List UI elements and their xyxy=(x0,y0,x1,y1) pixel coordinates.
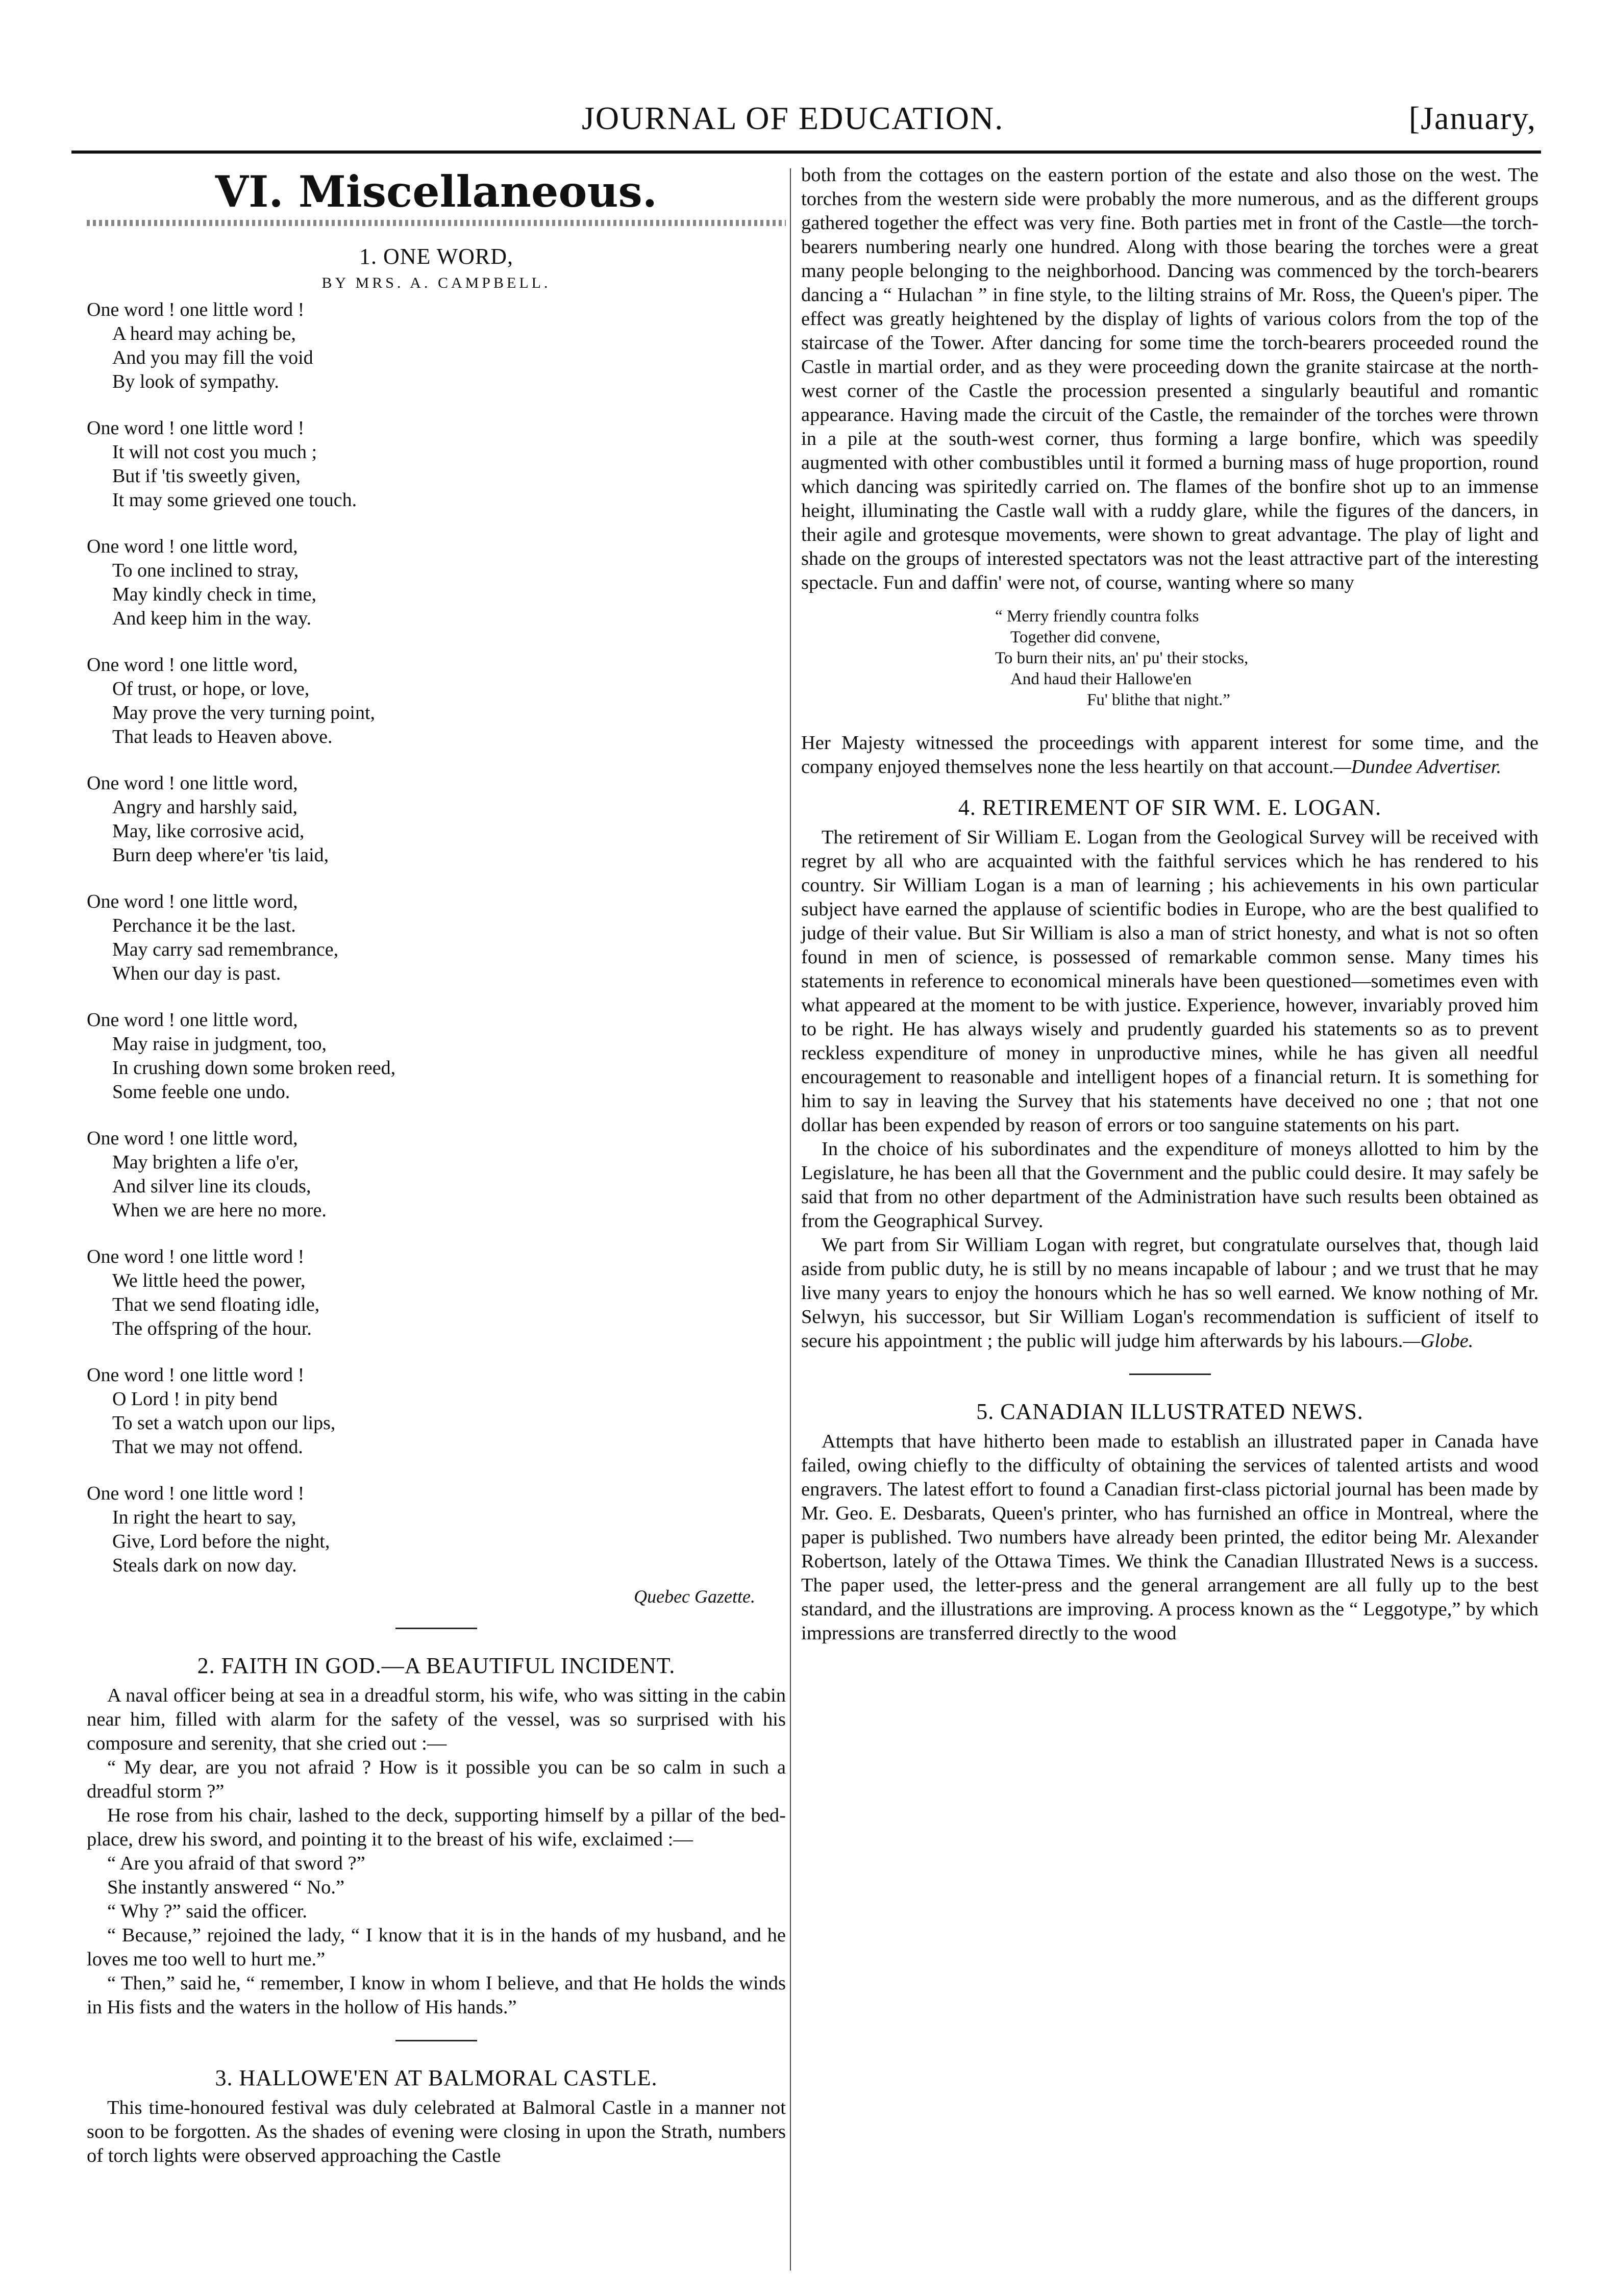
right-column xyxy=(801,163,1538,1645)
verse-line: Together did convene, xyxy=(1010,628,1160,646)
article-source: —Dundee Advertiser. xyxy=(1333,756,1502,778)
poem-stanza xyxy=(87,1245,786,1341)
poem-line: To set a watch upon our lips, xyxy=(112,1412,336,1434)
poem-line: One word ! one little word, xyxy=(87,1009,298,1031)
poem-line: O Lord ! in pity bend xyxy=(112,1388,278,1410)
paragraph: “ My dear, are you not afraid ? How is it possible you can be so calm in such a dreadful storm ?” xyxy=(87,1757,786,1802)
poem-line: Perchance it be the last. xyxy=(112,915,296,936)
verse-line: And haud their Hallowe'en xyxy=(1010,670,1192,688)
paragraph: Her Majesty witnessed the proceedings with apparent interest for some time, and the company enjoyed themselves none the less heartily on that account.—Dundee Advertiser. xyxy=(801,732,1538,778)
poem-stanza xyxy=(87,298,786,394)
poem-line: One word ! one little word, xyxy=(87,772,298,794)
article-title-faith: 2. FAITH IN GOD.—A BEAUTIFUL INCIDENT. xyxy=(197,1653,676,1678)
article-body-faith xyxy=(87,1684,786,2019)
poem-line: To one inclined to stray, xyxy=(112,560,299,581)
halloween-verse-quote xyxy=(995,606,1538,711)
poem-line: That we send floating idle, xyxy=(112,1294,320,1315)
article-title-canadian: 5. CANADIAN ILLUSTRATED NEWS. xyxy=(976,1399,1363,1424)
poem-line: Give, Lord before the night, xyxy=(112,1531,330,1552)
paragraph: “ Because,” rejoined the lady, “ I know that it is in the hands of my husband, and he loves me too well to hurt me.” xyxy=(87,1925,786,1970)
poem-stanza xyxy=(87,416,786,512)
poem-line: One word ! one little word ! xyxy=(87,1246,305,1267)
article-title-halloween: 3. HALLOWE'EN AT BALMORAL CASTLE. xyxy=(215,2065,658,2090)
poem-line: A heard may aching be, xyxy=(112,323,296,344)
article-divider xyxy=(395,2040,477,2041)
poem-line: When we are here no more. xyxy=(112,1200,327,1221)
poem-line: One word ! one little word ! xyxy=(87,1364,305,1386)
poem-stanza xyxy=(87,1363,786,1459)
running-head: JOURNAL OF EDUCATION. xyxy=(582,100,1004,136)
poem-line: Some feeble one undo. xyxy=(112,1081,290,1103)
poem-line: That leads to Heaven above. xyxy=(112,726,333,747)
paragraph: He rose from his chair, lashed to the deck, supporting himself by a pillar of the bed-place, drew his sword, and pointing it to the breast of his wife, exclaimed :— xyxy=(87,1805,786,1850)
poem-one-word xyxy=(87,298,786,1578)
poem-line: And you may fill the void xyxy=(112,347,313,368)
section-title: VI. Miscellaneous. xyxy=(215,166,658,217)
paragraph: A naval officer being at sea in a dreadful storm, his wife, who was sitting in the cabin near him, filled with alarm for the safety of the vessel, was so surprised with his composure and serenity, that she cried out :— xyxy=(87,1685,786,1754)
article-source: —Globe. xyxy=(1403,1330,1474,1352)
paragraph: The retirement of Sir William E. Logan from the Geological Survey will be received with regret by all who are acquainted with the faithful services which he has rendered to his country. Sir William Logan is a man of learning ; his achievements in his own particular subject have earned the applause of scientific bodies in Europe, who are the best qualified to judge of their value. But Sir William is also a man of strict honesty, and what is not so often found in men of science, is possessed of remarkable common sense. Many times his statements in reference to economical minerals have been questioned—sometimes even with what appeared at the moment to be with justice. Experience, however, invariably proved him to be right. He has always wisely and prudently guarded his statements so as to prevent reckless expenditure of money in unproductive mines, while he has given all needful encouragement to reasonable and intelligent hopes of a financial return. It is something for him to say in leaving the Survey that his statements have deceived no one ; that not one dollar has been expended by reason of errors or too sanguine statements on his part. xyxy=(801,827,1538,1136)
poem-line: It may some grieved one touch. xyxy=(112,489,357,511)
verse-line: “ Merry friendly countra folks xyxy=(995,607,1199,626)
article-body-halloween-cont xyxy=(801,163,1538,595)
header-rule xyxy=(71,151,1541,154)
article-title-logan: 4. RETIREMENT OF SIR WM. E. LOGAN. xyxy=(958,795,1382,820)
poem-line: When our day is past. xyxy=(112,963,281,984)
left-column xyxy=(87,163,786,2168)
article-body-halloween-start xyxy=(87,2096,786,2168)
poem-line: And silver line its clouds, xyxy=(112,1176,311,1197)
poem-line: One word ! one little word ! xyxy=(87,299,305,320)
poem-line: Burn deep where'er 'tis laid, xyxy=(112,844,329,866)
poem-stanza xyxy=(87,535,786,631)
poem-line: One word ! one little word, xyxy=(87,654,298,676)
poem-line: The offspring of the hour. xyxy=(112,1318,312,1339)
paragraph: both from the cottages on the eastern portion of the estate and also those on the west. The torches from the western side were probably the more numerous, and as the different groups gathered together the effect was very fine. Both parties met in front of the Castle—the torch-bearers numbering nearly one hundred. Along with those bearing the torches were a great many people belonging to the neighborhood. Dancing was commenced by the torch-bearers dancing a “ Hulachan ” in fine style, to the lilting strains of Mr. Ross, the Queen's piper. The effect was greatly heightened by the display of lights of various colors from the top of the staircase of the Tower. After dancing for some time the torch-bearers proceeded round the Castle in martial order, and as they were proceeding down the granite staircase at the north-west corner of the Castle the procession presented a singularly beautiful and romantic appearance. Having made the circuit of the Castle, the remainder of the torches were thrown in a pile at the south-west corner, thus forming a large bonfire, which was speedily augmented with other combustibles until it formed a burning mass of huge proportion, round which dancing was spiritedly carried on. The flames of the bonfire shot up to an immense height, illuminating the Castle wall with a ruddy glare, while the figures of the dancers, in their agile and grotesque movements, were shown to great advantage. The play of light and shade on the groups of interested spectators was not the least attractive part of the interesting spectacle. Fun and daffin' were not, of course, wanting where so many xyxy=(801,164,1538,593)
poem-line: Of trust, or hope, or love, xyxy=(112,678,310,700)
poem-line: One word ! one little word, xyxy=(87,891,298,912)
poem-stanza xyxy=(87,653,786,749)
paragraph: In the choice of his subordinates and the expenditure of moneys allotted to him by the Legislature, he has been all that the Government and the public could desire. It may safely be said that from no other department of the Administration have such results been obtained as from the Geographical Survey. xyxy=(801,1138,1538,1232)
poem-stanza xyxy=(87,890,786,986)
poem-line: May prove the very turning point, xyxy=(112,702,376,723)
paragraph: This time-honoured festival was duly celebrated at Balmoral Castle in a manner not soon to be forgotten. As the shades of evening were closing in upon the Strath, numbers of torch lights were observed approaching the Castle xyxy=(87,2097,786,2166)
poem-line: That we may not offend. xyxy=(112,1436,303,1458)
poem-line: In right the heart to say, xyxy=(112,1507,296,1528)
poem-line: One word ! one little word ! xyxy=(87,417,305,439)
poem-line: And keep him in the way. xyxy=(112,608,312,629)
poem-line: But if 'tis sweetly given, xyxy=(112,465,301,487)
article-body-halloween-end xyxy=(801,731,1538,779)
paragraph: “ Are you afraid of that sword ?” xyxy=(107,1853,365,1874)
verse-line: Fu' blithe that night.” xyxy=(1087,691,1230,709)
article-divider xyxy=(395,1628,477,1629)
article-body-canadian xyxy=(801,1430,1538,1645)
poem-stanza xyxy=(87,771,786,867)
poem-stanza xyxy=(87,1008,786,1104)
verse-line: To burn their nits, an' pu' their stocks, xyxy=(995,649,1249,667)
poem-line: Angry and harshly said, xyxy=(112,796,298,818)
poem-stanza xyxy=(87,1482,786,1578)
running-date: [January, xyxy=(1408,100,1536,136)
poem-line: May carry sad remembrance, xyxy=(112,939,339,960)
poem-stanza xyxy=(87,1127,786,1222)
poem-line: May brighten a life o'er, xyxy=(112,1152,299,1173)
poem-line: One word ! one little word, xyxy=(87,536,298,557)
poem-line: May, like corrosive acid, xyxy=(112,820,305,842)
poem-source: Quebec Gazette. xyxy=(634,1586,755,1607)
poem-line: May kindly check in time, xyxy=(112,584,316,605)
poem-line: In crushing down some broken reed, xyxy=(112,1057,396,1079)
article-divider xyxy=(1129,1374,1211,1375)
poem-line: By look of sympathy. xyxy=(112,371,279,392)
poem-line: One word ! one little word ! xyxy=(87,1483,305,1504)
poem-line: May raise in judgment, too, xyxy=(112,1033,327,1055)
paragraph: We part from Sir William Logan with regret, but congratulate ourselves that, though laid aside from public duty, he is still by no means incapable of labour ; and we trust that he may live many years to enjoy the honours which he has so well earned. We know nothing of Mr. Selwyn, his successor, but Sir William Logan's recommendation is sufficient of itself to secure his appointment ; the public will judge him afterwards by his labours.—Globe. xyxy=(801,1234,1538,1352)
poem-line: Steals dark on now day. xyxy=(112,1555,297,1576)
poem-byline: BY MRS. A. CAMPBELL. xyxy=(321,274,551,291)
paragraph: “ Then,” said he, “ remember, I know in whom I believe, and that He holds the winds in His fists and the waters in the hollow of His hands.” xyxy=(87,1973,786,2018)
article-body-logan xyxy=(801,826,1538,1353)
poem-line: We little heed the power, xyxy=(112,1270,306,1291)
section-ornament-rule xyxy=(87,220,786,226)
paragraph: She instantly answered “ No.” xyxy=(107,1877,345,1898)
column-rule xyxy=(790,168,791,2270)
paragraph: Attempts that have hitherto been made to establish an illustrated paper in Canada have failed, owing chiefly to the difficulty of obtaining the services of talented artists and wood engravers. The latest effort to found a Canadian first-class pictorial journal has been made by Mr. Geo. E. Desbarats, Queen's printer, who has furnished an office in Montreal, where the paper is published. Two numbers have already been printed, the editor being Mr. Alexander Robertson, lately of the Ottawa Times. We think the Canadian Illustrated News is a success. The paper used, the letter-press and the general arrangement are all fully up to the best standard, and the illustrations are improving. A process known as the “ Leggotype,” by which impressions are transferred directly to the wood xyxy=(801,1431,1538,1644)
poem-line: It will not cost you much ; xyxy=(112,441,317,463)
poem-line: One word ! one little word, xyxy=(87,1128,298,1149)
paragraph: “ Why ?” said the officer. xyxy=(107,1901,307,1922)
article-title-one-word: 1. ONE WORD, xyxy=(359,244,514,269)
